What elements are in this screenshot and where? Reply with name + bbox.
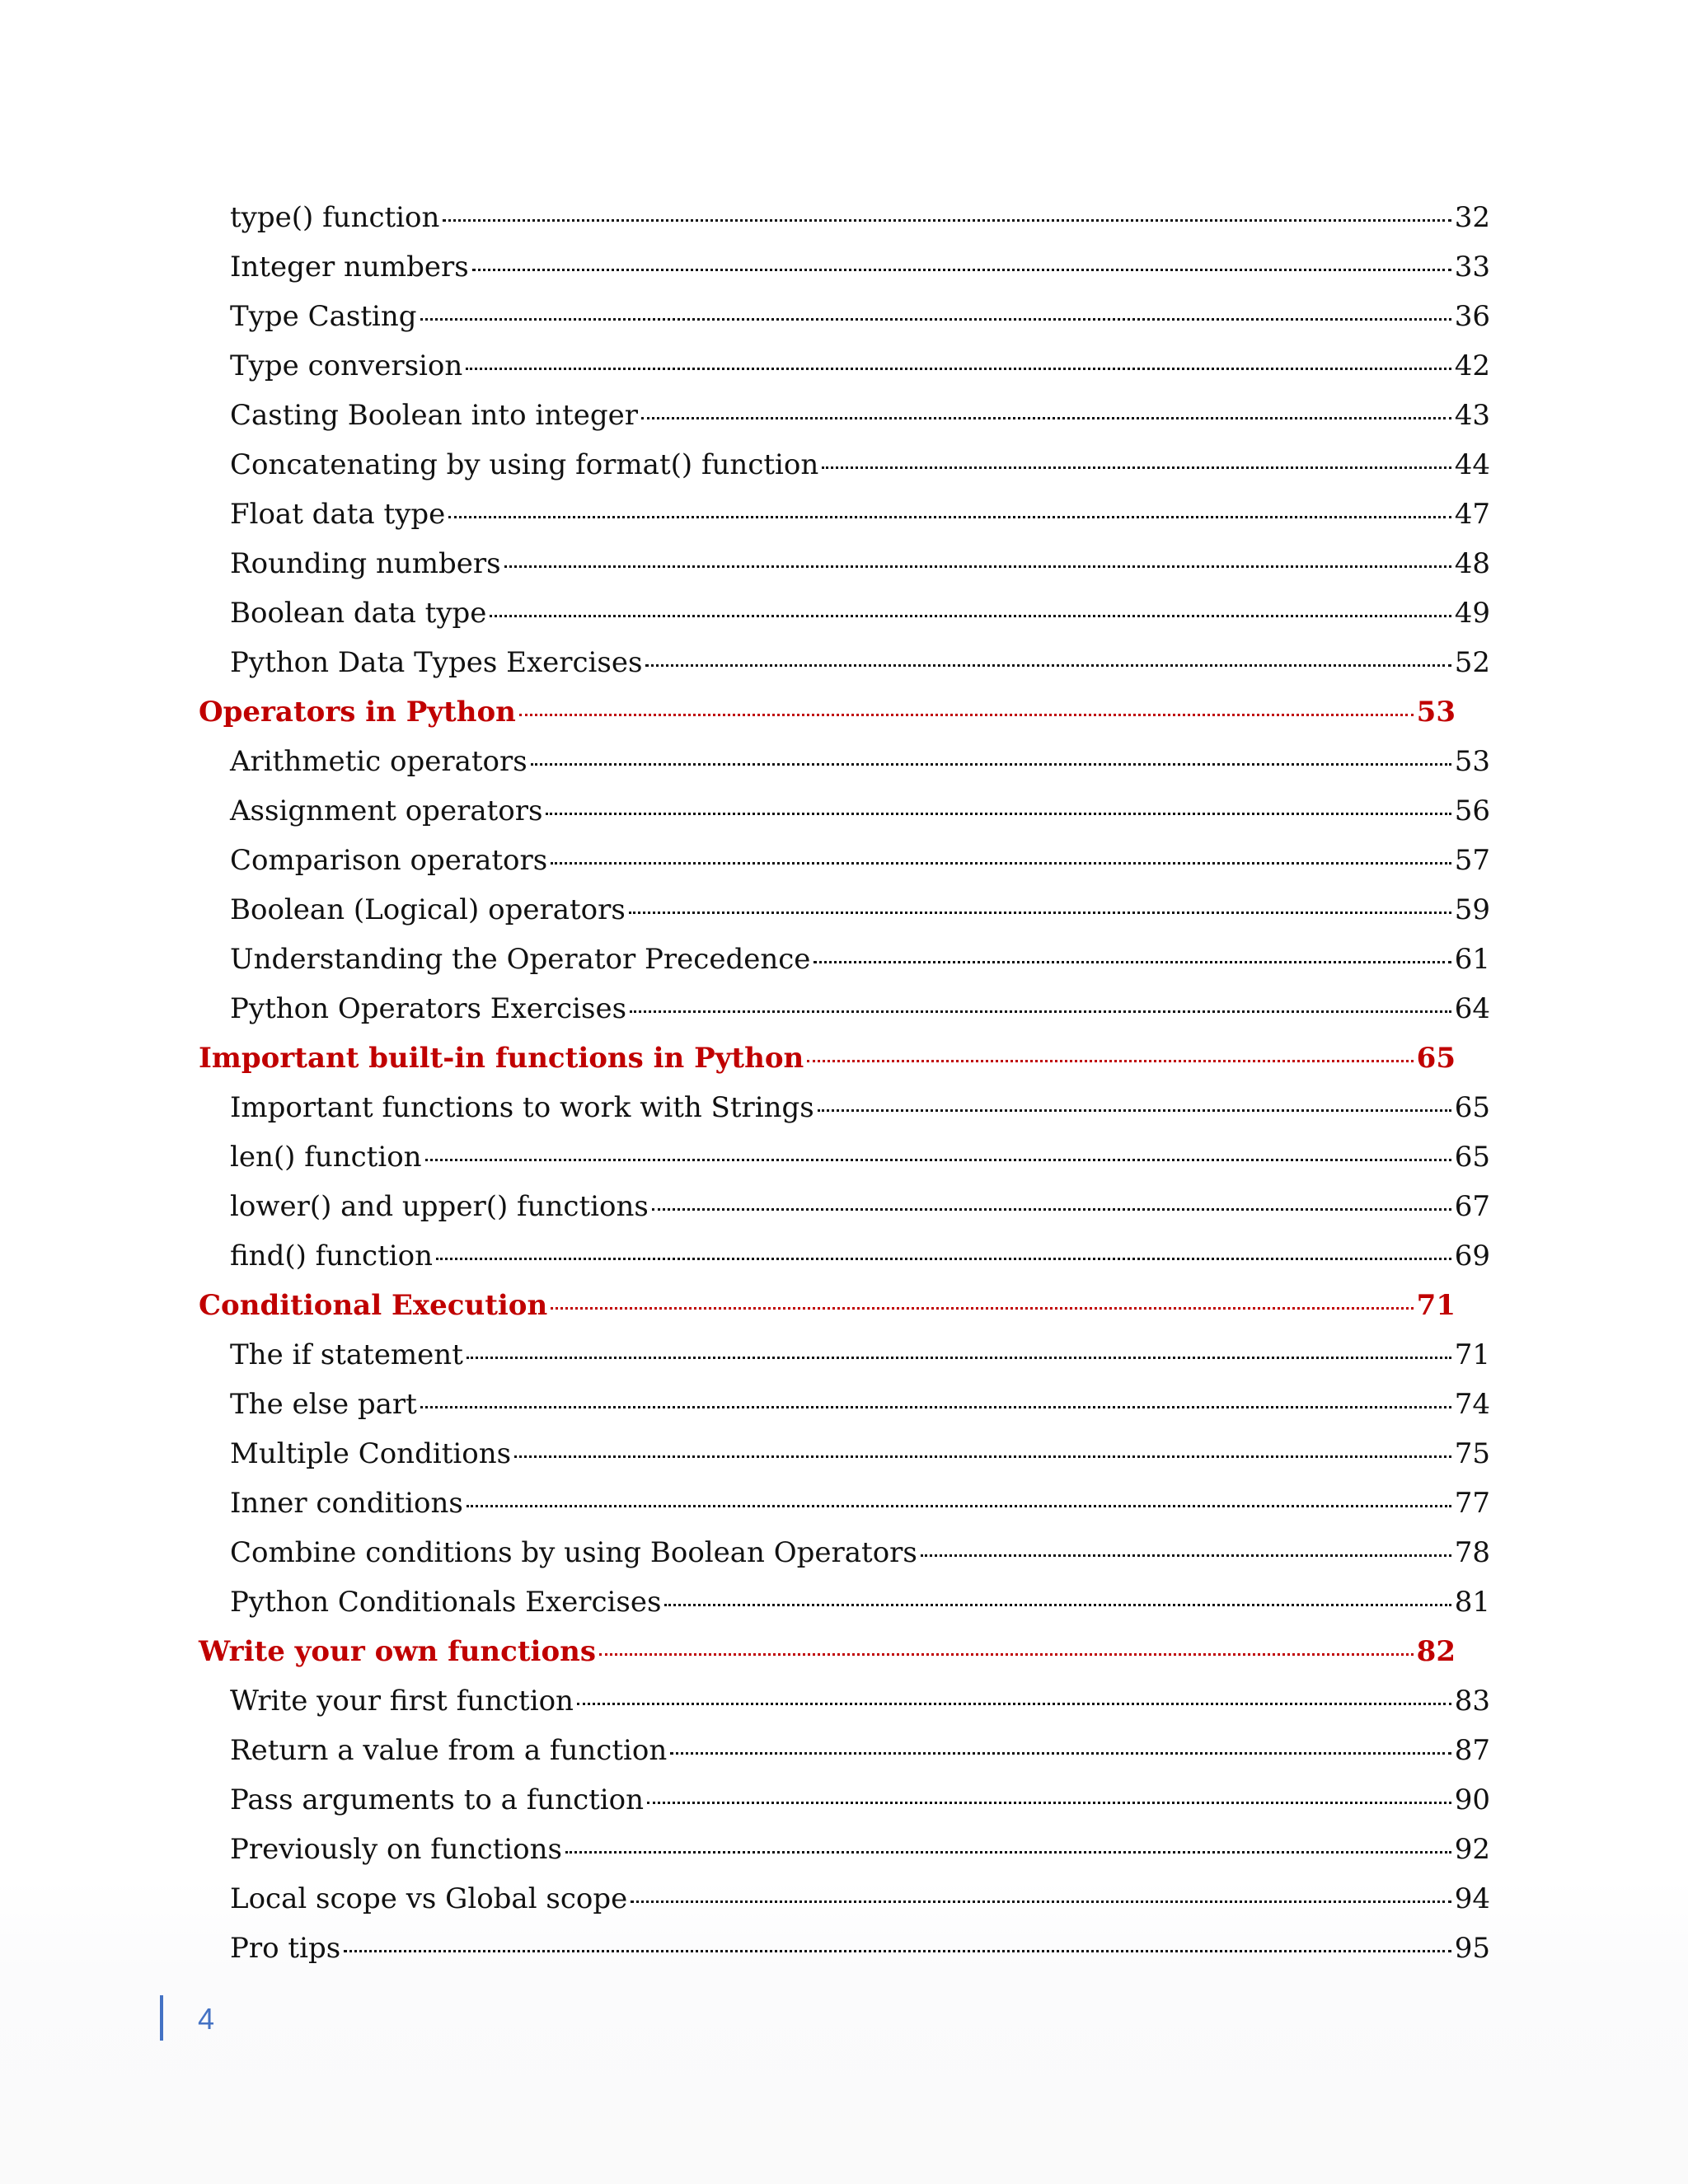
toc-entry-page-number: 43 — [1454, 399, 1490, 432]
footer-accent-bar — [160, 1995, 163, 2041]
toc-entry[interactable] — [199, 1429, 1490, 1479]
toc-entry[interactable] — [199, 440, 1490, 490]
toc-entry-page-number: 64 — [1454, 992, 1490, 1025]
dot-leader — [519, 712, 1414, 716]
toc-section-heading[interactable] — [199, 1281, 1490, 1330]
toc-entry-page-number: 32 — [1454, 201, 1490, 234]
dot-leader — [629, 910, 1451, 914]
dot-leader — [670, 1750, 1451, 1755]
toc-entry[interactable] — [199, 1083, 1490, 1132]
toc-entry-title: The if statement — [230, 1338, 463, 1371]
toc-entry[interactable] — [199, 490, 1490, 539]
toc-entry-title: Integer numbers — [230, 251, 469, 284]
toc-entry[interactable] — [199, 1874, 1490, 1924]
toc-entry-title: Operators in Python — [199, 696, 516, 729]
toc-entry-title: Write your own functions — [199, 1635, 596, 1668]
toc-entry[interactable] — [199, 1132, 1490, 1182]
dot-leader — [630, 1009, 1451, 1013]
toc-entry[interactable] — [199, 1380, 1490, 1429]
toc-entry-page-number: 36 — [1454, 300, 1490, 333]
toc-entry-page-number: 53 — [1416, 696, 1456, 729]
toc-entry-title: Python Data Types Exercises — [230, 646, 643, 679]
toc-entry-page-number: 67 — [1454, 1190, 1490, 1223]
dot-leader — [425, 1157, 1451, 1161]
toc-entry-title: Pro tips — [230, 1932, 341, 1965]
dot-leader — [814, 959, 1451, 963]
toc-entry[interactable] — [199, 984, 1490, 1033]
toc-entry-title: Write your first function — [230, 1685, 574, 1718]
toc-entry[interactable] — [199, 1676, 1490, 1726]
toc-entry[interactable] — [199, 786, 1490, 836]
dot-leader — [645, 663, 1451, 667]
toc-entry-title: len() function — [230, 1141, 422, 1174]
toc-entry-page-number: 59 — [1454, 893, 1490, 926]
toc-entry[interactable] — [199, 1924, 1490, 1973]
toc-entry-title: Boolean data type — [230, 597, 487, 630]
dot-leader — [641, 415, 1451, 419]
dot-leader — [647, 1800, 1451, 1804]
toc-entry-page-number: 71 — [1416, 1289, 1456, 1322]
dot-leader — [546, 811, 1451, 815]
toc-entry[interactable] — [199, 341, 1490, 391]
dot-leader — [551, 860, 1451, 865]
table-of-contents — [199, 193, 1490, 1973]
toc-entry-page-number: 44 — [1454, 448, 1490, 481]
toc-entry[interactable] — [199, 1775, 1490, 1825]
toc-entry-title: Combine conditions by using Boolean Operators — [230, 1536, 917, 1569]
dot-leader — [448, 514, 1451, 518]
toc-entry[interactable] — [199, 1479, 1490, 1528]
toc-entry[interactable] — [199, 1182, 1490, 1231]
toc-section-heading[interactable] — [199, 1033, 1490, 1083]
toc-entry-title: Arithmetic operators — [230, 745, 528, 778]
toc-entry[interactable] — [199, 242, 1490, 292]
dot-leader — [531, 762, 1451, 766]
toc-entry-title: Python Conditionals Exercises — [230, 1586, 662, 1619]
dot-leader — [599, 1652, 1414, 1656]
toc-entry[interactable] — [199, 1231, 1490, 1281]
toc-entry-title: Concatenating by using format() function — [230, 448, 819, 481]
toc-entry-page-number: 83 — [1454, 1685, 1490, 1718]
toc-entry[interactable] — [199, 1528, 1490, 1577]
toc-entry-title: type() function — [230, 201, 440, 234]
dot-leader — [664, 1602, 1451, 1606]
toc-entry-title: Float data type — [230, 498, 446, 531]
toc-entry-title: Local scope vs Global scope — [230, 1882, 628, 1915]
footer-page-number: 4 — [198, 2002, 215, 2036]
toc-entry-title: find() function — [230, 1240, 434, 1272]
toc-entry-page-number: 61 — [1454, 943, 1490, 976]
toc-entry-page-number: 82 — [1416, 1635, 1456, 1668]
toc-entry[interactable] — [199, 836, 1490, 885]
toc-entry-title: Pass arguments to a function — [230, 1783, 645, 1816]
toc-entry[interactable] — [199, 885, 1490, 935]
toc-entry[interactable] — [199, 1726, 1490, 1775]
toc-entry[interactable] — [199, 292, 1490, 341]
toc-entry-title: Important built-in functions in Python — [199, 1042, 804, 1075]
toc-entry-title: Important functions to work with Strings — [230, 1091, 814, 1124]
dot-leader — [822, 465, 1451, 469]
dot-leader — [443, 218, 1451, 222]
toc-entry-page-number: 69 — [1454, 1240, 1490, 1272]
toc-entry-title: The else part — [230, 1388, 417, 1421]
toc-entry-page-number: 75 — [1454, 1437, 1490, 1470]
toc-entry-page-number: 78 — [1454, 1536, 1490, 1569]
toc-entry-title: Conditional Execution — [199, 1289, 548, 1322]
toc-entry-title: Type Casting — [230, 300, 417, 333]
dot-leader — [514, 1454, 1451, 1458]
dot-leader — [551, 1305, 1413, 1310]
toc-entry-title: Inner conditions — [230, 1487, 463, 1520]
toc-entry-title: Previously on functions — [230, 1833, 562, 1866]
toc-entry-page-number: 56 — [1454, 794, 1490, 827]
toc-entry[interactable] — [199, 539, 1490, 588]
toc-entry[interactable] — [199, 1577, 1490, 1627]
dot-leader — [652, 1207, 1451, 1211]
toc-entry-page-number: 71 — [1454, 1338, 1490, 1371]
toc-entry[interactable] — [199, 737, 1490, 786]
toc-entry-title: Rounding numbers — [230, 547, 501, 580]
toc-entry[interactable] — [199, 935, 1490, 984]
toc-entry[interactable] — [199, 588, 1490, 638]
dot-leader — [807, 1058, 1413, 1062]
toc-entry[interactable] — [199, 391, 1490, 440]
dot-leader — [420, 316, 1451, 321]
toc-entry-page-number: 47 — [1454, 498, 1490, 531]
toc-entry[interactable] — [199, 1825, 1490, 1874]
dot-leader — [436, 1256, 1451, 1260]
toc-entry-page-number: 94 — [1454, 1882, 1490, 1915]
toc-entry-page-number: 48 — [1454, 547, 1490, 580]
toc-entry-title: lower() and upper() functions — [230, 1190, 649, 1223]
toc-entry-page-number: 92 — [1454, 1833, 1490, 1866]
toc-entry-title: Return a value from a function — [230, 1734, 668, 1767]
toc-entry-title: Type conversion — [230, 349, 463, 382]
dot-leader — [490, 613, 1451, 617]
dot-leader — [467, 1355, 1451, 1359]
toc-entry-page-number: 65 — [1454, 1091, 1490, 1124]
toc-entry-page-number: 95 — [1454, 1932, 1490, 1965]
dot-leader — [466, 366, 1451, 370]
dot-leader — [565, 1849, 1451, 1854]
dot-leader — [472, 267, 1451, 271]
toc-entry-page-number: 74 — [1454, 1388, 1490, 1421]
toc-entry-page-number: 49 — [1454, 597, 1490, 630]
dot-leader — [504, 564, 1451, 568]
dot-leader — [577, 1701, 1451, 1705]
toc-entry-page-number: 42 — [1454, 349, 1490, 382]
dot-leader — [818, 1108, 1451, 1112]
toc-entry-page-number: 52 — [1454, 646, 1490, 679]
toc-entry-page-number: 57 — [1454, 844, 1490, 877]
dot-leader — [344, 1948, 1451, 1952]
dot-leader — [467, 1503, 1451, 1507]
toc-entry-title: Understanding the Operator Precedence — [230, 943, 811, 976]
toc-section-heading[interactable] — [199, 687, 1490, 737]
dot-leader — [420, 1404, 1451, 1408]
toc-entry-page-number: 90 — [1454, 1783, 1490, 1816]
toc-entry-title: Multiple Conditions — [230, 1437, 512, 1470]
toc-entry-page-number: 33 — [1454, 251, 1490, 284]
dot-leader — [921, 1553, 1451, 1557]
toc-entry-page-number: 77 — [1454, 1487, 1490, 1520]
toc-entry[interactable] — [199, 1330, 1490, 1380]
toc-entry-page-number: 53 — [1454, 745, 1490, 778]
toc-entry-title: Comparison operators — [230, 844, 548, 877]
toc-entry-title: Assignment operators — [230, 794, 543, 827]
toc-entry-title: Casting Boolean into integer — [230, 399, 639, 432]
toc-entry-page-number: 65 — [1454, 1141, 1490, 1174]
toc-entry-page-number: 65 — [1416, 1042, 1456, 1075]
toc-entry-title: Boolean (Logical) operators — [230, 893, 626, 926]
toc-entry-page-number: 87 — [1454, 1734, 1490, 1767]
dot-leader — [631, 1899, 1451, 1903]
toc-entry-title: Python Operators Exercises — [230, 992, 627, 1025]
toc-entry-page-number: 81 — [1454, 1586, 1490, 1619]
toc-entry[interactable] — [199, 638, 1490, 687]
toc-entry[interactable] — [199, 193, 1490, 242]
toc-section-heading[interactable] — [199, 1627, 1490, 1676]
